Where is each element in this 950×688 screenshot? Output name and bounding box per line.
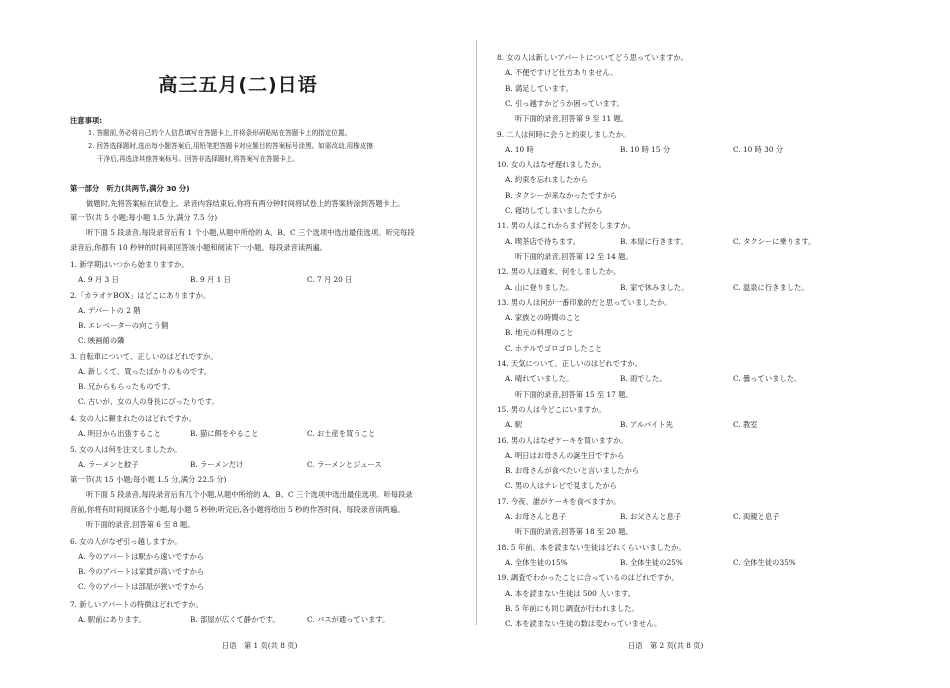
section2-intro-1: 听下面 5 段录音,每段录音后有几个小题,从题中所给的 A、B、C 三个选项中选出最佳选项。听每段录 bbox=[86, 490, 413, 499]
answer-option: A. 不便ですけど仕方ありません。 bbox=[505, 68, 618, 77]
answer-option: A. デパートの 2 階 bbox=[78, 306, 141, 315]
answer-option: A. お母さんと息子 bbox=[505, 512, 566, 521]
answer-option: C. ラーメンとジュース bbox=[307, 460, 382, 469]
answer-option: B. 兄からもらったものです。 bbox=[78, 382, 175, 391]
page-2 bbox=[477, 0, 950, 688]
answer-option: C. 本を読まない生徒の数は変わっていません。 bbox=[505, 619, 662, 628]
question-stem: 6. 女の人がなぜ引っ越しますか。 bbox=[70, 537, 182, 546]
answer-option: B. 満足しています。 bbox=[505, 84, 573, 93]
answer-option: C. 今のアパートは部屋が狭いですから bbox=[78, 582, 205, 591]
answer-option: A. 10 時 bbox=[505, 145, 534, 154]
answer-option: C. お土産を買うこと bbox=[307, 429, 376, 438]
part1-heading: 第一部分 听力(共两节,满分 30 分) bbox=[70, 184, 190, 193]
section1-heading: 第一节(共 5 小题;每小题 1.5 分,满分 7.5 分) bbox=[70, 213, 218, 222]
answer-option: A. 本を読まない生徒は 500 人います。 bbox=[505, 589, 636, 598]
answer-option: C. 教室 bbox=[733, 420, 758, 429]
answer-option: B. 全体生徒の25% bbox=[620, 558, 683, 567]
listening-instruction: 听下面的录音,回答第 9 至 11 题。 bbox=[515, 114, 629, 123]
question-stem: 13. 男の人は何が一番印象的だと思っていましたか。 bbox=[497, 298, 672, 307]
answer-option: B. アルバイト先 bbox=[620, 420, 673, 429]
answer-option: C. バスが通っています。 bbox=[307, 615, 390, 624]
question-stem: 16. 男の人はなぜケーキを買いますか。 bbox=[497, 436, 628, 445]
answer-option: A. 喫茶店で待ちます。 bbox=[505, 237, 580, 246]
answer-option: C. 両親と息子 bbox=[733, 512, 780, 521]
answer-option: C. 男の人はテレビで見ましたから bbox=[505, 481, 617, 490]
answer-option: B. ラーメンだけ bbox=[190, 460, 244, 469]
answer-option: B. タクシーが来なかったですから bbox=[505, 191, 618, 200]
page-title: 高三五月(二)日语 bbox=[158, 74, 318, 96]
question-stem: 4. 女の人に頼まれたのはどれですか。 bbox=[70, 414, 197, 423]
answer-option: A. 駅 bbox=[505, 420, 523, 429]
question-stem: 18. 5 年前、本を読まない生徒はどれくらいいましたか。 bbox=[497, 543, 686, 552]
answer-option: A. 家族との時間のこと bbox=[505, 313, 581, 322]
answer-option: C. 温泉に行きました。 bbox=[733, 283, 809, 292]
answer-option: B. 本屋に行きます。 bbox=[620, 237, 688, 246]
question-stem: 15. 男の人は今どこにいますか。 bbox=[497, 405, 606, 414]
section1-intro-2: 录音后,你都有 10 秒钟的时间来回答该小题和阅读下一小题。每段录音读两遍。 bbox=[70, 243, 328, 252]
answer-option: C. タクシーに乗ります。 bbox=[733, 237, 816, 246]
note-1: 1. 答题前,务必将自己的个人信息填写在答题卡上,并将条形码粘贴在答题卡上的指定位置。 bbox=[88, 129, 352, 137]
section1-intro-1: 听下面 5 段录音,每段录音后有 1 个小题,从题中所给的 A、B、C 三个选项中选出最佳选项。听完每段 bbox=[86, 228, 415, 237]
page-2-footer: 日语 第 2 页(共 8 页) bbox=[628, 641, 704, 650]
answer-option: A. 山に登りました。 bbox=[505, 283, 574, 292]
answer-option: B. 5 年前にも同じ調査が行われました。 bbox=[505, 604, 639, 613]
note-2: 2. 回答选择题时,选出每小题答案后,用铅笔把答题卡对应题目的答案标号涂黑。如需改动,用橡皮擦 bbox=[88, 142, 374, 150]
notes-heading: 注意事项: bbox=[70, 116, 103, 125]
answer-option: B. 地元の料理のこと bbox=[505, 328, 574, 337]
section2-heading: 第一节(共 15 小题;每小题 1.5 分,满分 22.5 分) bbox=[70, 475, 227, 484]
answer-option: B. 今のアパートは家賃が高いですから bbox=[78, 567, 205, 576]
answer-option: B. お母さんが食べたいと言いましたから bbox=[505, 466, 640, 475]
answer-option: B. 雨でした。 bbox=[620, 374, 667, 383]
question-stem: 11. 男の人はこれからまず何をしますか。 bbox=[497, 221, 635, 230]
answer-option: A. 駅前にあります。 bbox=[78, 615, 146, 624]
question-stem: 14. 天気について、正しいのはどれですか。 bbox=[497, 359, 642, 368]
answer-option: A. 9 月 3 日 bbox=[78, 275, 119, 284]
answer-option: C. 7 月 20 日 bbox=[307, 275, 353, 284]
answer-option: A. 明日から出張すること bbox=[78, 429, 161, 438]
question-stem: 10. 女の人はなぜ遅れましたか。 bbox=[497, 160, 606, 169]
section2-intro-2: 音前,你将有时间阅读各个小题,每小题 5 秒钟;听完后,各小题将给出 5 秒的作答时间。每段录音读两遍。 bbox=[70, 505, 405, 514]
question-stem: 8. 女の人は新しいアパートについてどう思っていますか。 bbox=[497, 53, 688, 62]
question-stem: 19. 調査でわかったことに合っているのはどれですか。 bbox=[497, 573, 679, 582]
answer-option: B. 家で休みました。 bbox=[620, 283, 689, 292]
answer-option: B. お父さんと息子 bbox=[620, 512, 682, 521]
answer-option: C. 寝坊してしまいましたから bbox=[505, 206, 603, 215]
answer-option: C. 全体生徒の35% bbox=[733, 558, 796, 567]
answer-option: C. 古いが、女の人の身長にぴったりです。 bbox=[78, 397, 219, 406]
page-1-footer: 日语 第 1 页(共 8 页) bbox=[222, 641, 298, 650]
answer-option: C. ホテルでゴロゴロしたこと bbox=[505, 344, 603, 353]
answer-option: A. 新しくて、買ったばかりのものです。 bbox=[78, 367, 212, 376]
question-stem: 1. 新学期はいつから始まりますか。 bbox=[70, 260, 189, 269]
answer-option: A. 全体生徒の15% bbox=[505, 558, 568, 567]
listening-instruction: 听下面的录音,回答第 12 至 14 题。 bbox=[515, 252, 633, 261]
question-stem: 5. 女の人は何を注文しましたか。 bbox=[70, 445, 182, 454]
answer-option: B. 部屋が広くて静かです。 bbox=[190, 615, 280, 624]
answer-option: C. 10 時 30 分 bbox=[733, 145, 784, 154]
answer-option: B. 猫に餌をやること bbox=[190, 429, 259, 438]
answer-option: C. 引っ越すかどうか困っています。 bbox=[505, 99, 624, 108]
question-stem: 12. 男の人は週末、何をしましたか。 bbox=[497, 267, 621, 276]
answer-option: A. 今のアパートは駅から遠いですから bbox=[78, 552, 205, 561]
answer-option: A. 約束を忘れましたから bbox=[505, 175, 588, 184]
question-stem: 9. 二人は何時に会うと約束しましたか。 bbox=[497, 130, 631, 139]
answer-option: B. エレベーターの向こう側 bbox=[78, 321, 169, 330]
answer-option: C. 曇っていました。 bbox=[733, 374, 802, 383]
question-stem: 2.「カラオケBOX」はどこにありますか。 bbox=[70, 291, 211, 300]
answer-option: A. ラーメンと餃子 bbox=[78, 460, 139, 469]
answer-option: A. 明日はお母さんの誕生日ですから bbox=[505, 451, 625, 460]
answer-option: B. 10 時 15 分 bbox=[620, 145, 671, 154]
answer-option: B. 9 月 1 日 bbox=[190, 275, 231, 284]
answer-option: A. 晴れていました。 bbox=[505, 374, 574, 383]
answer-option: C. 映画館の隣 bbox=[78, 336, 125, 345]
listening-instruction: 听下面的录音,回答第 15 至 17 题。 bbox=[515, 390, 633, 399]
question-stem: 7. 新しいアパートの特徴はどれですか。 bbox=[70, 600, 203, 609]
question-stem: 17. 今夜、誰がケーキを食べますか。 bbox=[497, 497, 621, 506]
question-stem: 3. 自転車について、正しいのはどれですか。 bbox=[70, 352, 218, 361]
note-3: 干净后,再选涂其他答案标号。回答非选择题时,将答案写在答题卡上。 bbox=[97, 155, 300, 163]
section2-instruction: 听下面的录音,回答第 6 至 8 题。 bbox=[86, 520, 195, 529]
listening-instruction: 听下面的录音,回答第 18 至 20 题。 bbox=[515, 527, 633, 536]
part1-intro-1: 做题时,先将答案标在试卷上。录音内容结束后,你将有两分钟时间将试卷上的答案转涂到答题卡上。 bbox=[86, 199, 405, 208]
